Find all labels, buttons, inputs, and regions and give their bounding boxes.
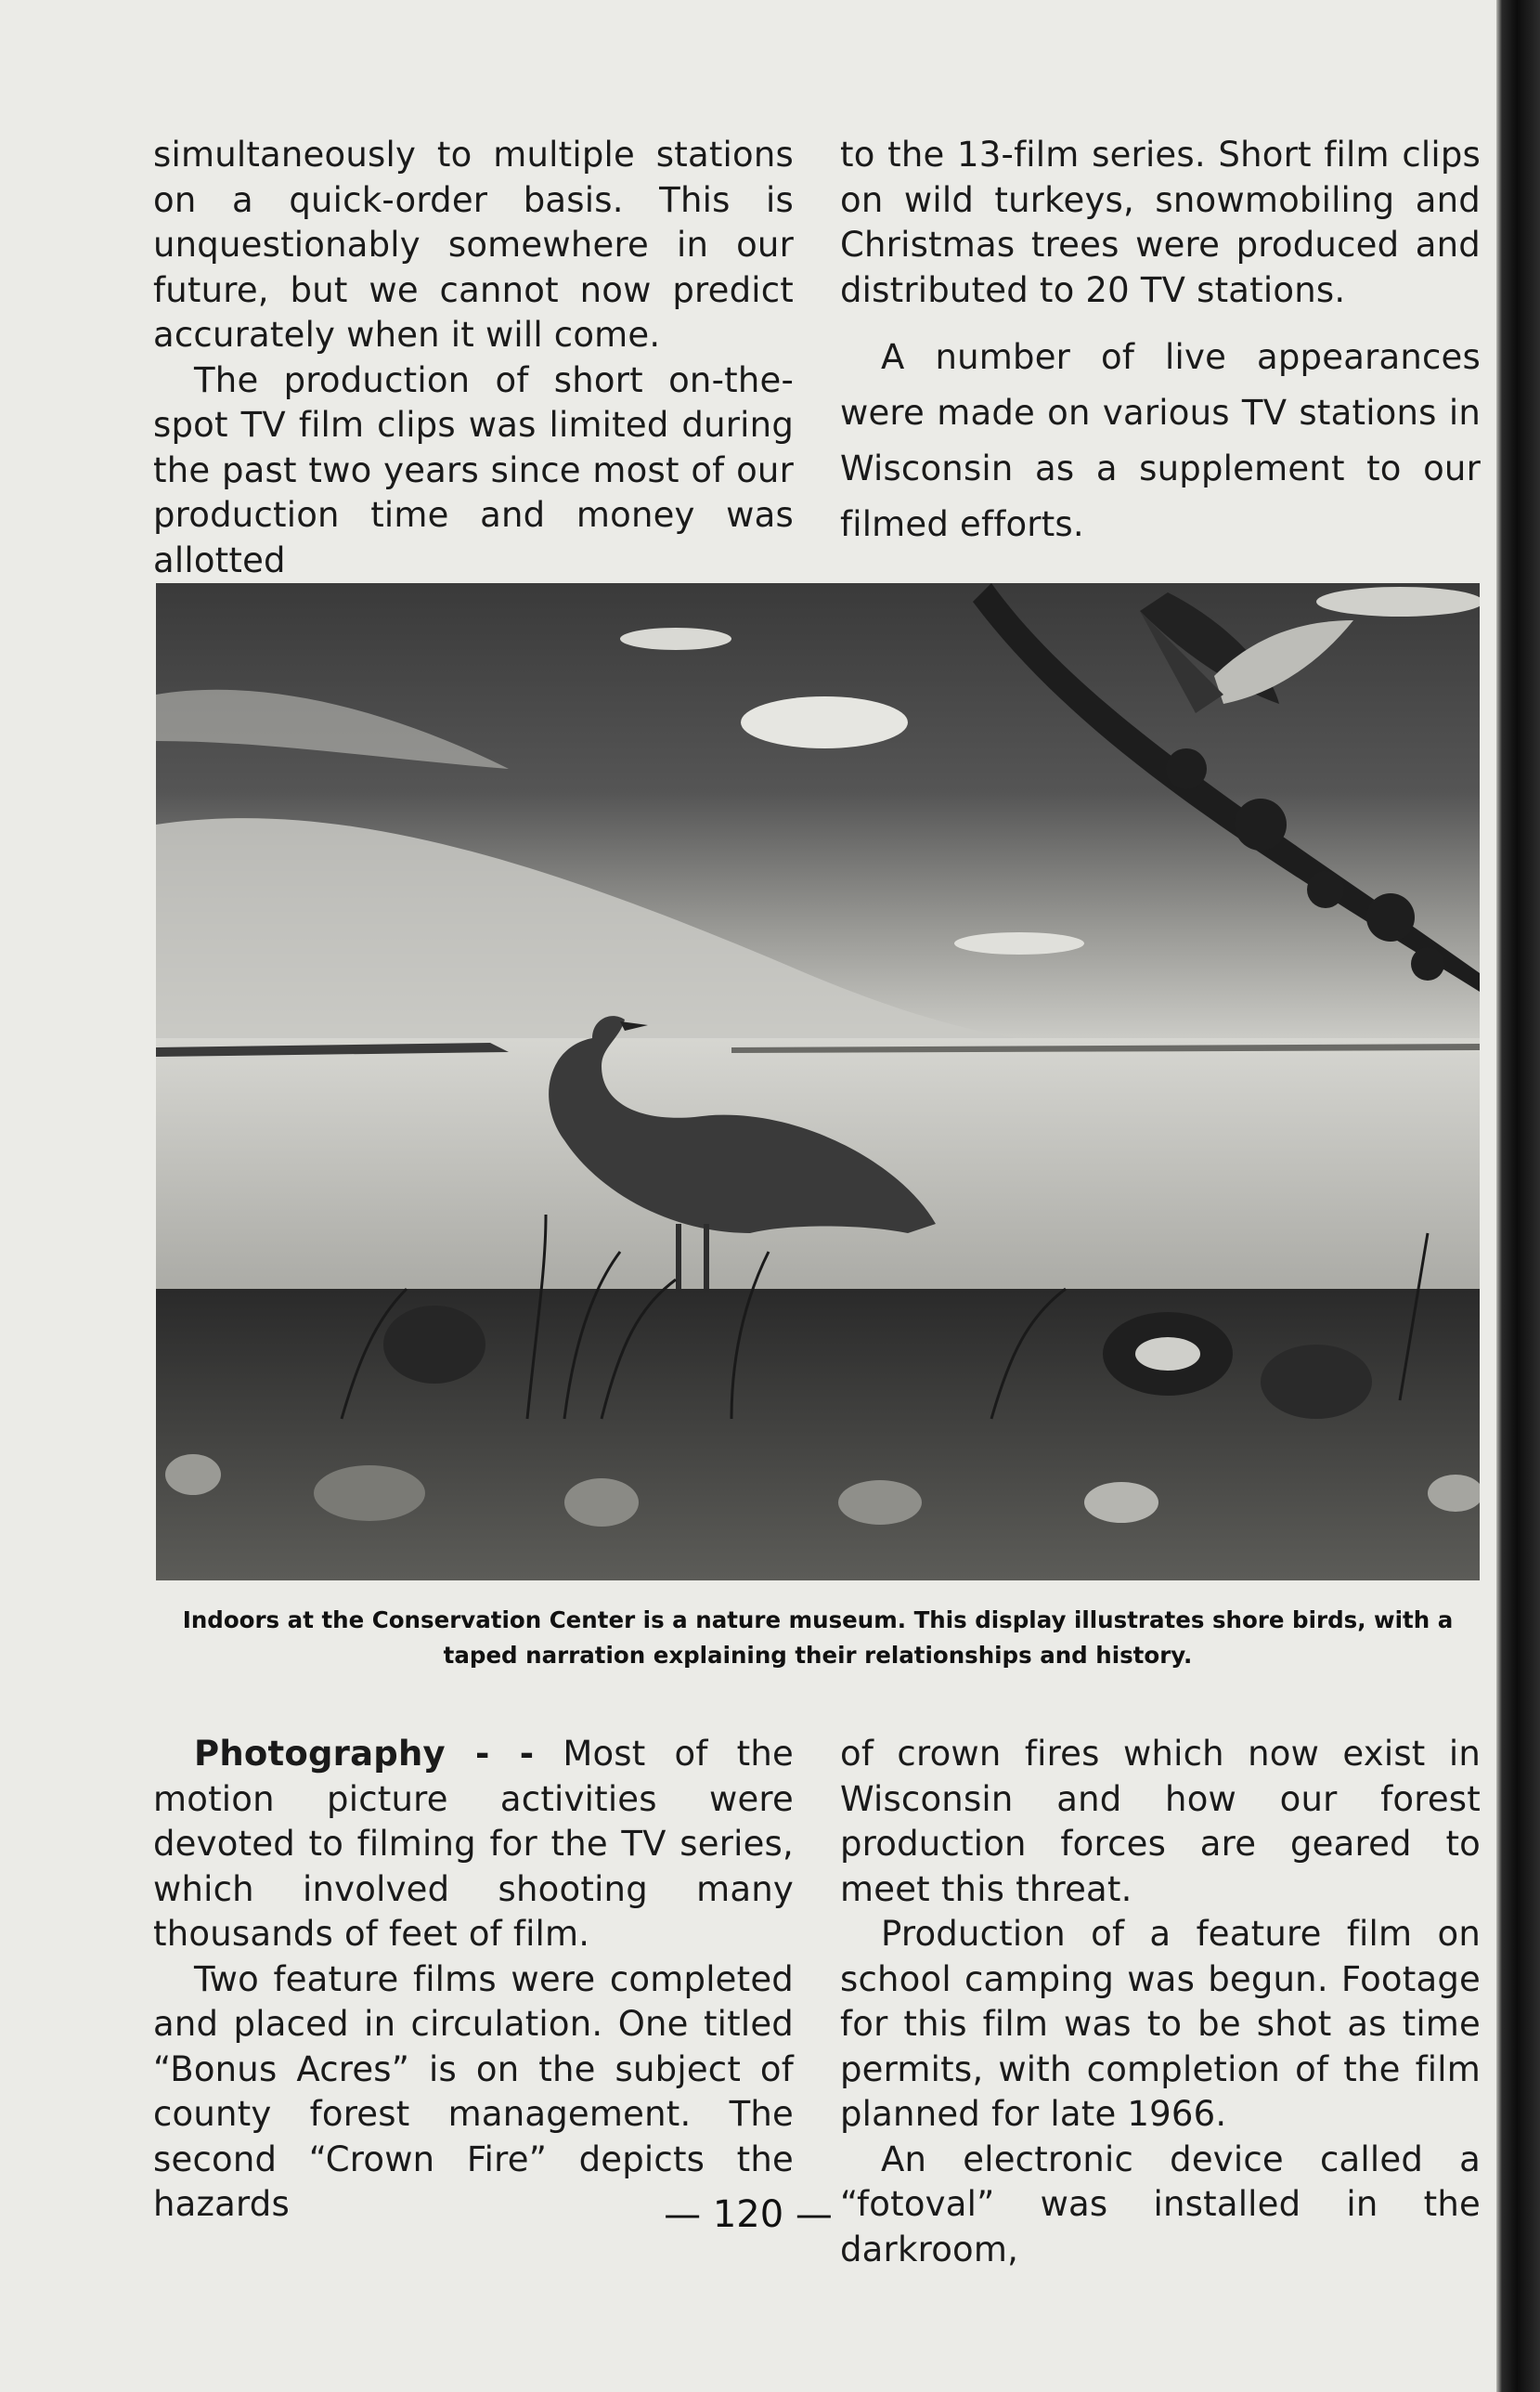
paragraph: Production of a feature film on school camping was begun. Footage for this film was to be shot as time permits, with completion of the film planned for late 1966. [840, 1914, 1481, 2134]
museum-display-photo [156, 583, 1480, 1580]
bottom-left-column [153, 1732, 794, 2228]
bottom-right-column [840, 1732, 1481, 2272]
top-left-column [153, 133, 794, 583]
page-number: — 120 — [664, 2193, 833, 2236]
photo-caption: Indoors at the Conservation Center is a nature museum. This display illustrates shore birds, with a taped narration explaining their relationships and history. [182, 1606, 1454, 1669]
paragraph: simultaneously to multiple stations on a quick-order basis. This is unquestionably somewhere in our future, but we cannot now predict accurately when it will come. [153, 135, 794, 355]
paragraph [153, 1732, 794, 1957]
top-right-column [840, 133, 1481, 552]
paragraph: An electronic device called a “fotoval” was installed in the darkroom, [840, 2138, 1481, 2269]
page-edge-shadow [1496, 0, 1540, 2392]
paragraph: A number of live appearances were made on various TV stations in Wisconsin as a supplement to our filmed efforts. [840, 337, 1481, 544]
section-heading: Photography - - [194, 1734, 535, 1774]
paragraph: Two feature films were completed and placed in circulation. One titled “Bonus Acres” is on the subject of county forest management. The second “Crown Fire” depicts the hazards [153, 1958, 794, 2224]
paragraph: to the 13-film series. Short film clips on wild turkeys, snowmobiling and Christmas trees were produced and distributed to 20 TV stations. [840, 135, 1481, 310]
shore-birds-diorama-image [156, 583, 1480, 1580]
paragraph-text: Most of the motion picture activities were devoted to filming for the TV series, which involved shooting many thousands of feet of film. [153, 1734, 794, 1954]
paragraph: The production of short on-the-spot TV film clips was limited during the past two years since most of our production time and money was allotted [153, 359, 794, 580]
paragraph: of crown fires which now exist in Wisconsin and how our forest production forces are geared to meet this threat. [840, 1734, 1481, 1909]
